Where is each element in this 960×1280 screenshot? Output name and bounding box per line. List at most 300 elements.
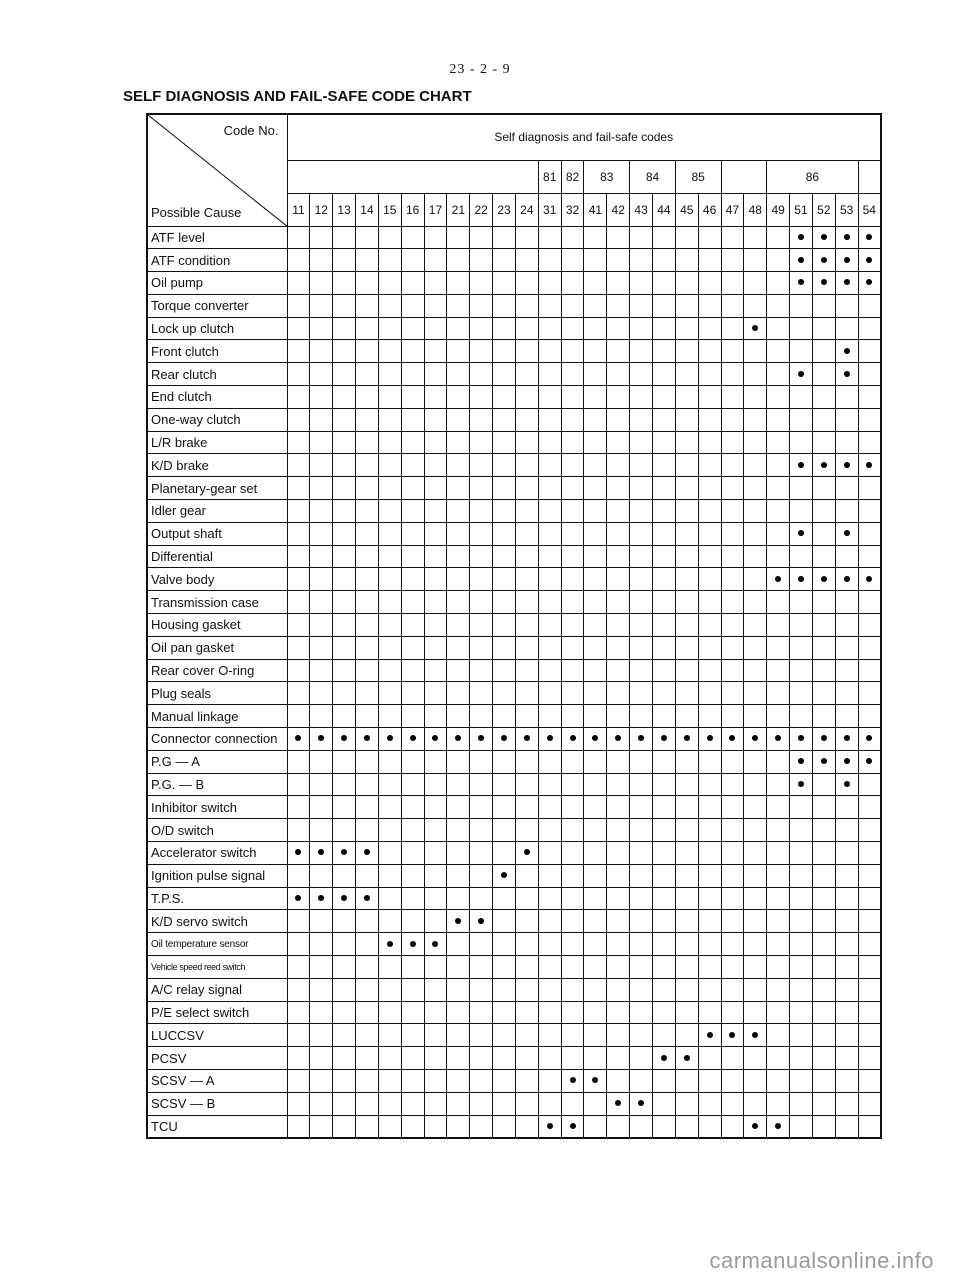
- code-cell: [812, 1001, 835, 1024]
- code-cell: [721, 773, 744, 796]
- code-cell: [424, 454, 447, 477]
- code-cell: [790, 682, 813, 705]
- table-row: [147, 1047, 881, 1070]
- table-row: [147, 249, 881, 272]
- code-cell: [835, 978, 858, 1001]
- code-cell: [333, 226, 356, 249]
- code-cell: [653, 522, 676, 545]
- code-cell: [356, 933, 379, 956]
- code-cell: [630, 773, 653, 796]
- code-cell: [287, 408, 310, 431]
- code-header-14: 14: [356, 193, 379, 226]
- code-cell: [653, 363, 676, 386]
- code-cell: [812, 887, 835, 910]
- code-cell: [378, 682, 401, 705]
- code-cell: [675, 910, 698, 933]
- code-cell: [721, 910, 744, 933]
- code-cell: [378, 568, 401, 591]
- code-cell: [858, 705, 881, 728]
- code-cell: [858, 887, 881, 910]
- code-cell: [561, 705, 584, 728]
- code-cell: [424, 340, 447, 363]
- code-cell: [698, 1115, 721, 1138]
- code-cell: [310, 522, 333, 545]
- code-cell: [584, 1001, 607, 1024]
- code-cell: [470, 1047, 493, 1070]
- code-cell: [333, 1047, 356, 1070]
- code-cell: [378, 750, 401, 773]
- code-cell: [721, 545, 744, 568]
- code-cell: [812, 750, 835, 773]
- code-cell: [561, 1001, 584, 1024]
- code-cell: [630, 682, 653, 705]
- applicable-mark-dot: [638, 735, 644, 741]
- code-cell: [310, 750, 333, 773]
- code-cell: [538, 317, 561, 340]
- code-cell: [493, 864, 516, 887]
- code-cell: [630, 226, 653, 249]
- code-cell: [630, 249, 653, 272]
- code-cell: [561, 956, 584, 979]
- code-cell: [378, 910, 401, 933]
- code-cell: [424, 978, 447, 1001]
- code-cell: [561, 910, 584, 933]
- code-cell: [835, 728, 858, 751]
- code-cell: [493, 1001, 516, 1024]
- code-cell: [287, 317, 310, 340]
- code-cell: [493, 408, 516, 431]
- code-cell: [333, 1092, 356, 1115]
- code-cell: [835, 864, 858, 887]
- code-cell: [515, 386, 538, 409]
- code-cell: [721, 1024, 744, 1047]
- code-cell: [493, 431, 516, 454]
- code-cell: [424, 545, 447, 568]
- table-row: [147, 1069, 881, 1092]
- code-cell: [356, 887, 379, 910]
- code-cell: [561, 1047, 584, 1070]
- possible-cause-cell: Front clutch: [147, 340, 287, 363]
- code-cell: [538, 728, 561, 751]
- code-cell: [653, 454, 676, 477]
- code-cell: [493, 887, 516, 910]
- code-cell: [333, 682, 356, 705]
- applicable-mark-dot: [524, 849, 530, 855]
- code-cell: [698, 294, 721, 317]
- code-cell: [812, 454, 835, 477]
- code-cell: [653, 705, 676, 728]
- code-cell: [447, 1047, 470, 1070]
- code-cell: [561, 1069, 584, 1092]
- code-cell: [310, 500, 333, 523]
- table-row: [147, 887, 881, 910]
- code-cell: [287, 568, 310, 591]
- code-cell: [607, 796, 630, 819]
- code-cell: [858, 591, 881, 614]
- code-cell: [378, 386, 401, 409]
- code-cell: [447, 272, 470, 295]
- code-cell: [310, 272, 333, 295]
- applicable-mark-dot: [364, 735, 370, 741]
- table-row: [147, 226, 881, 249]
- code-cell: [858, 728, 881, 751]
- code-cell: [675, 591, 698, 614]
- code-cell: [607, 431, 630, 454]
- code-cell: [744, 226, 767, 249]
- code-cell: [470, 1069, 493, 1092]
- code-cell: [493, 317, 516, 340]
- code-cell: [493, 842, 516, 865]
- code-cell: [584, 750, 607, 773]
- code-cell: [538, 386, 561, 409]
- code-cell: [858, 1069, 881, 1092]
- code-header-15: 15: [378, 193, 401, 226]
- code-cell: [401, 842, 424, 865]
- code-cell: [470, 842, 493, 865]
- code-cell: [287, 636, 310, 659]
- code-cell: [675, 1047, 698, 1070]
- code-cell: [515, 682, 538, 705]
- possible-cause-cell: LUCCSV: [147, 1024, 287, 1047]
- applicable-mark-dot: [752, 735, 758, 741]
- code-cell: [698, 750, 721, 773]
- code-cell: [812, 864, 835, 887]
- code-cell: [698, 500, 721, 523]
- possible-cause-cell: Manual linkage: [147, 705, 287, 728]
- applicable-mark-dot: [341, 895, 347, 901]
- code-cell: [584, 1115, 607, 1138]
- table-row: [147, 1092, 881, 1115]
- applicable-mark-dot: [821, 735, 827, 741]
- code-cell: [493, 249, 516, 272]
- code-cell: [653, 728, 676, 751]
- code-cell: [653, 568, 676, 591]
- code-cell: [812, 842, 835, 865]
- code-cell: [515, 659, 538, 682]
- applicable-mark-dot: [844, 279, 850, 285]
- code-cell: [493, 705, 516, 728]
- code-cell: [424, 294, 447, 317]
- code-cell: [653, 933, 676, 956]
- code-cell: [378, 1115, 401, 1138]
- code-cell: [378, 545, 401, 568]
- code-cell: [470, 226, 493, 249]
- code-cell: [698, 636, 721, 659]
- code-cell: [790, 842, 813, 865]
- code-cell: [424, 1047, 447, 1070]
- code-cell: [607, 1001, 630, 1024]
- code-cell: [584, 500, 607, 523]
- code-cell: [790, 386, 813, 409]
- code-cell: [630, 363, 653, 386]
- code-cell: [447, 500, 470, 523]
- code-cell: [356, 1115, 379, 1138]
- page-number: 23 - 2 - 9: [449, 62, 511, 77]
- code-cell: [287, 294, 310, 317]
- code-header-54: 54: [858, 193, 881, 226]
- code-cell: [401, 614, 424, 637]
- code-cell: [378, 431, 401, 454]
- code-cell: [493, 1092, 516, 1115]
- code-cell: [812, 249, 835, 272]
- code-cell: [790, 978, 813, 1001]
- code-cell: [812, 978, 835, 1001]
- code-cell: [812, 272, 835, 295]
- code-cell: [858, 522, 881, 545]
- code-cell: [858, 1047, 881, 1070]
- code-cell: [561, 842, 584, 865]
- code-cell: [630, 1069, 653, 1092]
- code-cell: [470, 636, 493, 659]
- code-cell: [493, 1024, 516, 1047]
- code-cell: [607, 842, 630, 865]
- code-cell: [333, 272, 356, 295]
- code-cell: [858, 1001, 881, 1024]
- table-body: [147, 226, 881, 1138]
- code-cell: [698, 773, 721, 796]
- code-cell: [447, 545, 470, 568]
- code-cell: [835, 842, 858, 865]
- code-cell: [698, 545, 721, 568]
- code-cell: [538, 568, 561, 591]
- code-cell: [584, 659, 607, 682]
- code-cell: [447, 386, 470, 409]
- code-cell: [607, 226, 630, 249]
- code-cell: [561, 1024, 584, 1047]
- code-cell: [515, 705, 538, 728]
- code-cell: [721, 340, 744, 363]
- code-cell: [675, 819, 698, 842]
- code-cell: [835, 956, 858, 979]
- code-cell: [424, 728, 447, 751]
- code-cell: [333, 249, 356, 272]
- possible-cause-cell: Valve body: [147, 568, 287, 591]
- code-cell: [630, 728, 653, 751]
- code-group-header: 83: [584, 160, 630, 193]
- code-cell: [447, 477, 470, 500]
- code-cell: [424, 705, 447, 728]
- applicable-mark-dot: [615, 1100, 621, 1106]
- code-cell: [653, 591, 676, 614]
- applicable-mark-dot: [866, 735, 872, 741]
- code-cell: [470, 682, 493, 705]
- code-cell: [721, 1069, 744, 1092]
- code-cell: [401, 864, 424, 887]
- code-cell: [812, 591, 835, 614]
- possible-cause-cell: Vehicle speed reed switch: [147, 956, 287, 979]
- code-cell: [424, 614, 447, 637]
- code-cell: [515, 1024, 538, 1047]
- code-cell: [790, 659, 813, 682]
- code-cell: [607, 956, 630, 979]
- code-cell: [356, 408, 379, 431]
- code-cell: [858, 1115, 881, 1138]
- possible-cause-cell: Plug seals: [147, 682, 287, 705]
- code-no-label: Code No.: [223, 123, 279, 138]
- code-cell: [310, 545, 333, 568]
- code-cell: [835, 386, 858, 409]
- code-cell: [744, 1001, 767, 1024]
- code-cell: [447, 978, 470, 1001]
- code-cell: [858, 750, 881, 773]
- applicable-mark-dot: [455, 735, 461, 741]
- code-cell: [538, 363, 561, 386]
- code-cell: [767, 386, 790, 409]
- code-cell: [493, 568, 516, 591]
- code-cell: [835, 796, 858, 819]
- code-cell: [835, 500, 858, 523]
- code-cell: [744, 591, 767, 614]
- code-cell: [675, 477, 698, 500]
- code-header-32: 32: [561, 193, 584, 226]
- code-cell: [378, 705, 401, 728]
- table-row: [147, 454, 881, 477]
- code-cell: [287, 728, 310, 751]
- applicable-mark-dot: [707, 1032, 713, 1038]
- code-cell: [447, 1092, 470, 1115]
- code-cell: [653, 864, 676, 887]
- code-cell: [584, 272, 607, 295]
- code-cell: [356, 522, 379, 545]
- applicable-mark-dot: [661, 1055, 667, 1061]
- table-row: [147, 1024, 881, 1047]
- code-cell: [447, 773, 470, 796]
- applicable-mark-dot: [684, 735, 690, 741]
- code-cell: [515, 796, 538, 819]
- code-cell: [630, 545, 653, 568]
- code-group-header: 81: [538, 160, 561, 193]
- code-cell: [812, 568, 835, 591]
- code-cell: [424, 500, 447, 523]
- code-cell: [790, 636, 813, 659]
- code-cell: [835, 272, 858, 295]
- code-cell: [401, 272, 424, 295]
- table-row: [147, 317, 881, 340]
- code-cell: [287, 340, 310, 363]
- code-cell: [653, 1001, 676, 1024]
- code-cell: [744, 796, 767, 819]
- code-cell: [812, 682, 835, 705]
- code-cell: [675, 705, 698, 728]
- code-cell: [858, 636, 881, 659]
- applicable-mark-dot: [592, 1077, 598, 1083]
- code-cell: [698, 682, 721, 705]
- code-cell: [470, 659, 493, 682]
- code-cell: [401, 317, 424, 340]
- code-cell: [447, 431, 470, 454]
- code-cell: [721, 500, 744, 523]
- code-cell: [653, 842, 676, 865]
- code-cell: [333, 386, 356, 409]
- code-cell: [378, 522, 401, 545]
- code-cell: [812, 1092, 835, 1115]
- code-cell: [767, 1115, 790, 1138]
- code-cell: [858, 226, 881, 249]
- code-cell: [744, 773, 767, 796]
- code-cell: [333, 340, 356, 363]
- applicable-mark-dot: [295, 735, 301, 741]
- code-cell: [721, 294, 744, 317]
- applicable-mark-dot: [592, 735, 598, 741]
- code-cell: [790, 1069, 813, 1092]
- code-cell: [630, 272, 653, 295]
- code-cell: [858, 933, 881, 956]
- code-cell: [424, 591, 447, 614]
- code-cell: [493, 750, 516, 773]
- code-cell: [630, 864, 653, 887]
- code-cell: [653, 773, 676, 796]
- code-cell: [584, 454, 607, 477]
- code-cell: [561, 864, 584, 887]
- code-cell: [607, 568, 630, 591]
- code-cell: [538, 1001, 561, 1024]
- code-cell: [378, 454, 401, 477]
- code-cell: [630, 978, 653, 1001]
- code-cell: [721, 226, 744, 249]
- code-cell: [561, 568, 584, 591]
- code-cell: [515, 272, 538, 295]
- code-cell: [744, 978, 767, 1001]
- code-cell: [515, 477, 538, 500]
- code-cell: [447, 842, 470, 865]
- code-cell: [447, 659, 470, 682]
- code-cell: [561, 340, 584, 363]
- code-cell: [584, 796, 607, 819]
- code-cell: [858, 864, 881, 887]
- code-header-17: 17: [424, 193, 447, 226]
- code-cell: [378, 363, 401, 386]
- code-cell: [356, 728, 379, 751]
- code-cell: [721, 522, 744, 545]
- code-cell: [812, 819, 835, 842]
- code-cell: [493, 363, 516, 386]
- table-row: [147, 933, 881, 956]
- code-cell: [812, 477, 835, 500]
- code-cell: [378, 728, 401, 751]
- code-cell: [835, 431, 858, 454]
- code-cell: [675, 956, 698, 979]
- applicable-mark-dot: [866, 576, 872, 582]
- code-cell: [675, 294, 698, 317]
- code-cell: [607, 454, 630, 477]
- code-cell: [767, 682, 790, 705]
- code-cell: [767, 887, 790, 910]
- code-cell: [607, 1092, 630, 1115]
- applicable-mark-dot: [844, 462, 850, 468]
- code-cell: [698, 1092, 721, 1115]
- code-cell: [447, 340, 470, 363]
- code-cell: [356, 272, 379, 295]
- code-cell: [401, 363, 424, 386]
- code-cell: [698, 910, 721, 933]
- code-cell: [790, 728, 813, 751]
- code-cell: [515, 842, 538, 865]
- code-cell: [812, 340, 835, 363]
- code-cell: [401, 910, 424, 933]
- code-cell: [470, 773, 493, 796]
- code-cell: [401, 500, 424, 523]
- code-cell: [790, 956, 813, 979]
- code-cell: [333, 568, 356, 591]
- code-cell: [378, 272, 401, 295]
- code-cell: [790, 272, 813, 295]
- code-cell: [287, 842, 310, 865]
- code-cell: [767, 705, 790, 728]
- code-cell: [767, 272, 790, 295]
- code-cell: [584, 545, 607, 568]
- code-cell: [653, 477, 676, 500]
- code-cell: [287, 659, 310, 682]
